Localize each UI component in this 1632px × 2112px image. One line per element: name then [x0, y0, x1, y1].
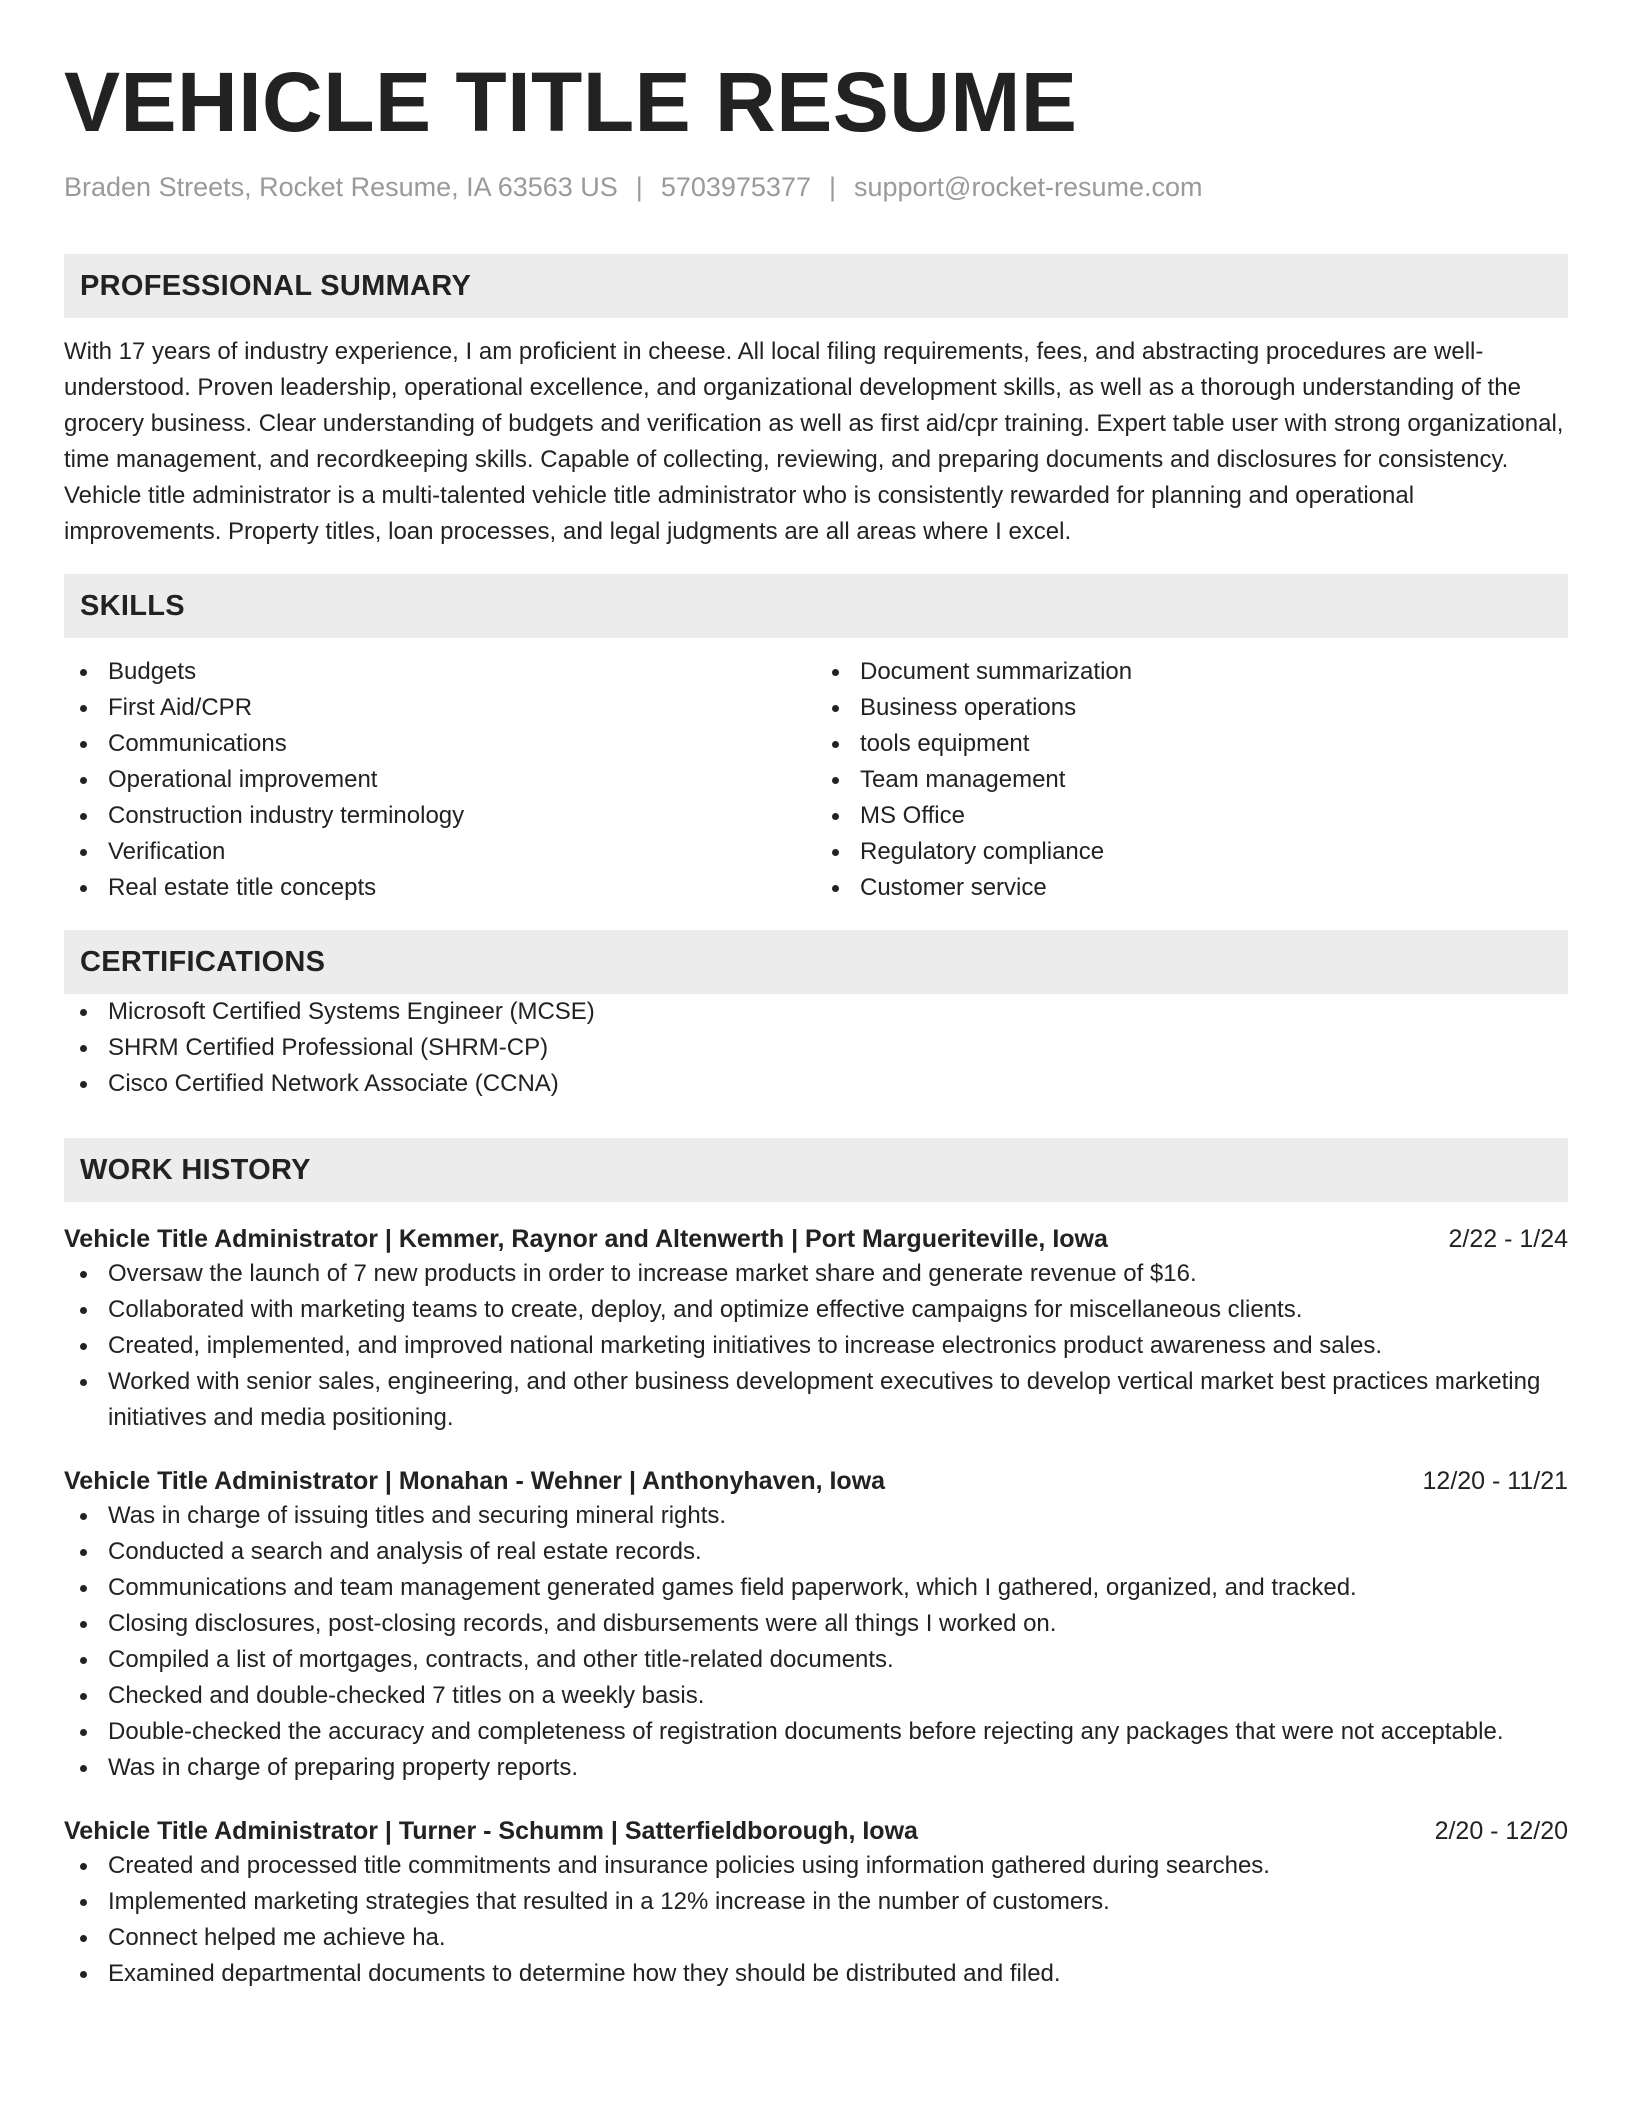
job-bullet: Collaborated with marketing teams to create, deploy, and optimize effective campaigns for miscellaneous clients.	[64, 1292, 1568, 1328]
job-entry	[64, 1222, 1568, 1436]
job-bullet-list	[64, 1848, 1568, 1992]
contact-phone: 5703975377	[660, 172, 811, 202]
job-bullet: Examined departmental documents to determine how they should be distributed and filed.	[64, 1956, 1568, 1992]
skill-item: Budgets	[64, 654, 816, 690]
job-bullet: Compiled a list of mortgages, contracts, and other title-related documents.	[64, 1642, 1568, 1678]
job-header	[64, 1464, 1568, 1498]
skill-item: First Aid/CPR	[64, 690, 816, 726]
contact-email: support@rocket-resume.com	[854, 172, 1203, 202]
certifications-list	[64, 994, 1568, 1102]
certification-item: SHRM Certified Professional (SHRM-CP)	[64, 1030, 1568, 1066]
skill-item: tools equipment	[816, 726, 1568, 762]
section-header-certifications: CERTIFICATIONS	[64, 930, 1568, 994]
job-bullet: Checked and double-checked 7 titles on a weekly basis.	[64, 1678, 1568, 1714]
contact-line	[64, 170, 1568, 204]
job-dates: 12/20 - 11/21	[1422, 1467, 1568, 1495]
skill-item: Regulatory compliance	[816, 834, 1568, 870]
skill-item: Business operations	[816, 690, 1568, 726]
skill-item: Verification	[64, 834, 816, 870]
job-bullet-list	[64, 1498, 1568, 1786]
contact-separator: |	[635, 172, 643, 202]
job-bullet: Oversaw the launch of 7 new products in order to increase market share and generate revenue of $16.	[64, 1256, 1568, 1292]
job-title: Vehicle Title Administrator | Monahan - Wehner | Anthonyhaven, Iowa	[64, 1467, 886, 1495]
skills-list-left	[64, 654, 816, 906]
skill-item: Construction industry terminology	[64, 798, 816, 834]
job-bullet: Communications and team management generated games field paperwork, which I gathered, organized, and tracked.	[64, 1570, 1568, 1606]
skill-item: MS Office	[816, 798, 1568, 834]
job-bullet: Closing disclosures, post-closing records, and disbursements were all things I worked on.	[64, 1606, 1568, 1642]
job-header	[64, 1222, 1568, 1256]
job-bullet: Created, implemented, and improved national marketing initiatives to increase electronics product awareness and sales.	[64, 1328, 1568, 1364]
job-bullet: Worked with senior sales, engineering, and other business development executives to develop vertical market best practices marketing initiatives and media positioning.	[64, 1364, 1568, 1436]
work-history-list	[64, 1222, 1568, 1992]
skill-item: Real estate title concepts	[64, 870, 816, 906]
job-header	[64, 1814, 1568, 1848]
skill-item: Communications	[64, 726, 816, 762]
job-bullet: Implemented marketing strategies that resulted in a 12% increase in the number of customers.	[64, 1884, 1568, 1920]
job-bullet: Created and processed title commitments and insurance policies using information gathered during searches.	[64, 1848, 1568, 1884]
job-entry	[64, 1814, 1568, 1992]
skill-item: Team management	[816, 762, 1568, 798]
skills-column-left	[64, 654, 816, 906]
job-bullet: Connect helped me achieve ha.	[64, 1920, 1568, 1956]
section-header-skills: SKILLS	[64, 574, 1568, 638]
job-title: Vehicle Title Administrator | Turner - Schumm | Satterfieldborough, Iowa	[64, 1817, 918, 1845]
certification-item: Microsoft Certified Systems Engineer (MCSE)	[64, 994, 1568, 1030]
certification-item: Cisco Certified Network Associate (CCNA)	[64, 1066, 1568, 1102]
job-bullet: Was in charge of preparing property reports.	[64, 1750, 1568, 1786]
skill-item: Operational improvement	[64, 762, 816, 798]
skills-list-right	[816, 654, 1568, 906]
skill-item: Customer service	[816, 870, 1568, 906]
job-bullet: Was in charge of issuing titles and securing mineral rights.	[64, 1498, 1568, 1534]
job-entry	[64, 1464, 1568, 1786]
contact-address: Braden Streets, Rocket Resume, IA 63563 US	[64, 172, 618, 202]
skills-column-right	[816, 654, 1568, 906]
skills-grid	[64, 654, 1568, 906]
job-bullet: Conducted a search and analysis of real estate records.	[64, 1534, 1568, 1570]
resume-title: VEHICLE TITLE RESUME	[64, 55, 1078, 149]
section-header-work-history: WORK HISTORY	[64, 1138, 1568, 1202]
job-bullet-list	[64, 1256, 1568, 1436]
section-header-summary: PROFESSIONAL SUMMARY	[64, 254, 1568, 318]
job-bullet: Double-checked the accuracy and completeness of registration documents before rejecting any packages that were not acceptable.	[64, 1714, 1568, 1750]
skill-item: Document summarization	[816, 654, 1568, 690]
summary-text: With 17 years of industry experience, I am proficient in cheese. All local filing requirements, fees, and abstracting procedures are well-understood. Proven leadership, operational excellence, and organizational development skills, as well as a thorough understanding of the grocery business. Clear understanding of budgets and verification as well as first aid/cpr training. Expert table user with strong organizational, time management, and recordkeeping skills. Capable of collecting, reviewing, and preparing documents and disclosures for consistency. Vehicle title administrator is a multi-talented vehicle title administrator who is consistently rewarded for planning and operational improvements. Property titles, loan processes, and legal judgments are all areas where I excel.	[64, 338, 1564, 545]
contact-separator: |	[828, 172, 836, 202]
job-dates: 2/20 - 12/20	[1434, 1817, 1568, 1845]
job-dates: 2/22 - 1/24	[1448, 1225, 1568, 1253]
job-title: Vehicle Title Administrator | Kemmer, Raynor and Altenwerth | Port Margueriteville, Iowa	[64, 1225, 1108, 1253]
